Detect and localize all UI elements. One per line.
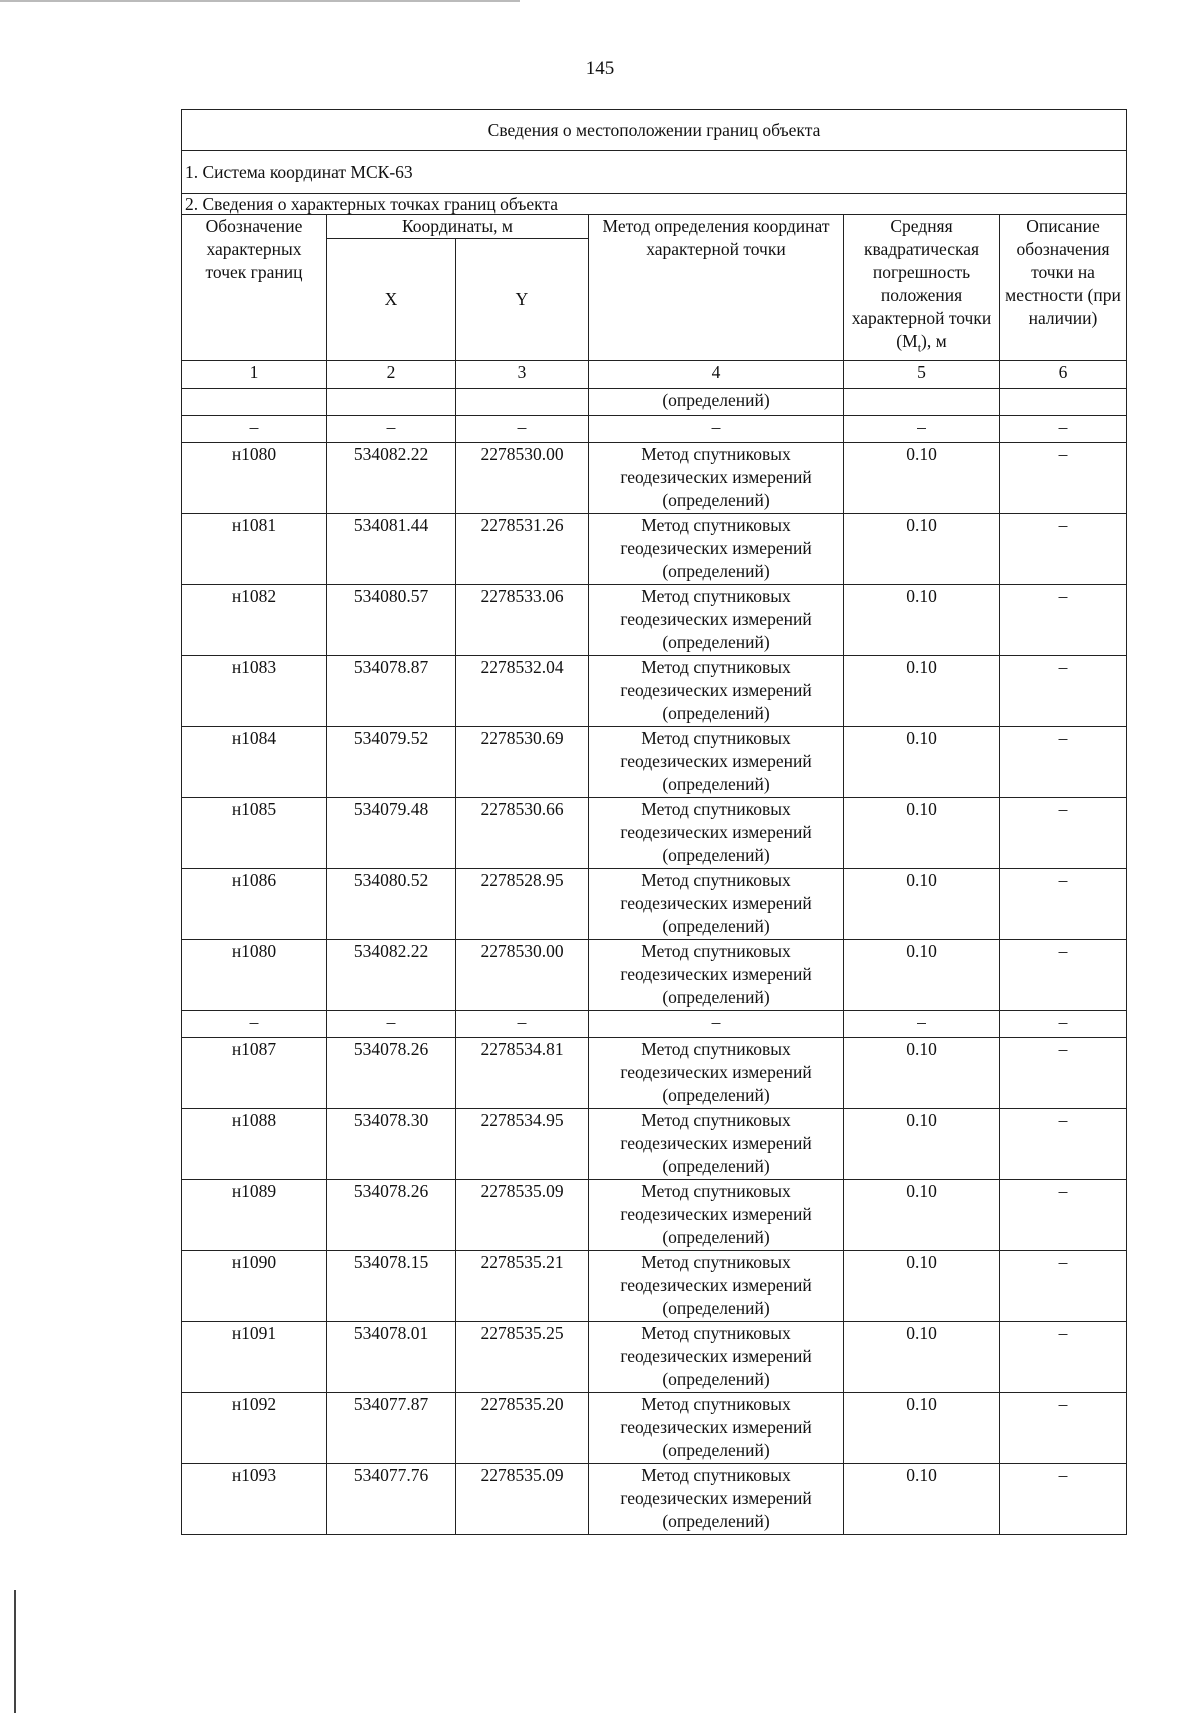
header-row-1 [182, 215, 1127, 239]
coord-y: 2278535.21 [456, 1250, 589, 1321]
error: 0.10 [844, 584, 1000, 655]
method: Метод спутниковых геодезических измерений (определений) [589, 1179, 844, 1250]
empty-cell [182, 388, 327, 415]
coord-x: 534078.30 [327, 1108, 456, 1179]
coord-y: 2278532.04 [456, 655, 589, 726]
header-error-text: Средняя квадратическая погрешность положения характерной точки (M [851, 216, 992, 351]
point-id: н1083 [182, 655, 327, 726]
description: – [1000, 797, 1127, 868]
page-number: 145 [585, 58, 615, 79]
description: – [1000, 1250, 1127, 1321]
description: – [1000, 1321, 1127, 1392]
point-id: н1090 [182, 1250, 327, 1321]
empty-cell [327, 388, 456, 415]
coord-x: 534082.22 [327, 442, 456, 513]
table-row [182, 939, 1127, 1010]
dash-cell: – [456, 415, 589, 442]
description: – [1000, 1392, 1127, 1463]
dash-cell: – [1000, 415, 1127, 442]
dash-cell: – [327, 1010, 456, 1037]
description: – [1000, 939, 1127, 1010]
coord-x: 534078.87 [327, 655, 456, 726]
header-method: Метод определения координат характерной точки [589, 215, 844, 361]
method: Метод спутниковых геодезических измерений (определений) [589, 442, 844, 513]
boundary-points-table [181, 109, 1127, 1535]
method: Метод спутниковых геодезических измерений (определений) [589, 1108, 844, 1179]
column-number: 2 [327, 360, 456, 388]
method: Метод спутниковых геодезических измерений (определений) [589, 1250, 844, 1321]
point-id: н1085 [182, 797, 327, 868]
method: Метод спутниковых геодезических измерений (определений) [589, 726, 844, 797]
coord-x: 534078.15 [327, 1250, 456, 1321]
description: – [1000, 1179, 1127, 1250]
point-id: н1091 [182, 1321, 327, 1392]
header-description: Описание обозначения точки на местности (при наличии) [1000, 215, 1127, 361]
error: 0.10 [844, 1179, 1000, 1250]
column-number: 4 [589, 360, 844, 388]
error: 0.10 [844, 655, 1000, 726]
dash-cell: – [182, 1010, 327, 1037]
error: 0.10 [844, 726, 1000, 797]
continuation-text: (определений) [589, 388, 844, 415]
dash-cell: – [1000, 1010, 1127, 1037]
separator-row [182, 1010, 1127, 1037]
point-id: н1087 [182, 1037, 327, 1108]
method: Метод спутниковых геодезических измерений (определений) [589, 655, 844, 726]
header-coordinates: Координаты, м [327, 215, 589, 239]
description: – [1000, 584, 1127, 655]
coord-x: 534077.76 [327, 1463, 456, 1534]
header-y: Y [456, 239, 589, 361]
section2-row [182, 194, 1127, 215]
coord-y: 2278535.09 [456, 1179, 589, 1250]
point-id: н1088 [182, 1108, 327, 1179]
coord-y: 2278535.20 [456, 1392, 589, 1463]
method: Метод спутниковых геодезических измерений (определений) [589, 868, 844, 939]
coord-y: 2278534.81 [456, 1037, 589, 1108]
header-error-sub: t [917, 340, 922, 355]
coord-y: 2278535.09 [456, 1463, 589, 1534]
error: 0.10 [844, 1392, 1000, 1463]
scan-artifact-left [14, 1590, 16, 1713]
point-id: н1093 [182, 1463, 327, 1534]
coord-y: 2278530.69 [456, 726, 589, 797]
column-number: 3 [456, 360, 589, 388]
column-number: 1 [182, 360, 327, 388]
description: – [1000, 1037, 1127, 1108]
point-id: н1089 [182, 1179, 327, 1250]
point-id: н1084 [182, 726, 327, 797]
error: 0.10 [844, 1037, 1000, 1108]
description: – [1000, 726, 1127, 797]
table-row [182, 1179, 1127, 1250]
dash-cell: – [589, 1010, 844, 1037]
error: 0.10 [844, 797, 1000, 868]
table-row [182, 726, 1127, 797]
header-designation: Обозначение характерных точек границ [182, 215, 327, 361]
title-row [182, 110, 1127, 151]
header-error [844, 215, 1000, 361]
coord-y: 2278534.95 [456, 1108, 589, 1179]
table-row [182, 513, 1127, 584]
dash-cell: – [456, 1010, 589, 1037]
method: Метод спутниковых геодезических измерений (определений) [589, 1037, 844, 1108]
method: Метод спутниковых геодезических измерений (определений) [589, 1463, 844, 1534]
header-x: X [327, 239, 456, 361]
table-row [182, 442, 1127, 513]
table-row [182, 584, 1127, 655]
method: Метод спутниковых геодезических измерений (определений) [589, 797, 844, 868]
error: 0.10 [844, 1250, 1000, 1321]
coord-x: 534080.52 [327, 868, 456, 939]
continuation-row [182, 388, 1127, 415]
error: 0.10 [844, 1108, 1000, 1179]
method: Метод спутниковых геодезических измерений (определений) [589, 939, 844, 1010]
header-error-unit: ), м [921, 331, 947, 351]
section1-row [182, 151, 1127, 194]
dash-cell: – [327, 415, 456, 442]
coord-y: 2278530.66 [456, 797, 589, 868]
coord-x: 534079.52 [327, 726, 456, 797]
method: Метод спутниковых геодезических измерений (определений) [589, 513, 844, 584]
method: Метод спутниковых геодезических измерений (определений) [589, 1321, 844, 1392]
coord-y: 2278535.25 [456, 1321, 589, 1392]
table-row [182, 868, 1127, 939]
table-row [182, 655, 1127, 726]
empty-cell [1000, 388, 1127, 415]
scan-artifact-top [0, 0, 520, 2]
column-numbers-row [182, 360, 1127, 388]
description: – [1000, 868, 1127, 939]
empty-cell [456, 388, 589, 415]
table-row [182, 1392, 1127, 1463]
coord-x: 534078.01 [327, 1321, 456, 1392]
coord-y: 2278530.00 [456, 939, 589, 1010]
description: – [1000, 513, 1127, 584]
error: 0.10 [844, 1463, 1000, 1534]
description: – [1000, 442, 1127, 513]
table-row [182, 1250, 1127, 1321]
point-id: н1092 [182, 1392, 327, 1463]
empty-cell [844, 388, 1000, 415]
table-body [182, 110, 1127, 1535]
method: Метод спутниковых геодезических измерений (определений) [589, 584, 844, 655]
method: Метод спутниковых геодезических измерений (определений) [589, 1392, 844, 1463]
point-id: н1080 [182, 442, 327, 513]
table-row [182, 1108, 1127, 1179]
coord-y: 2278528.95 [456, 868, 589, 939]
dash-cell: – [844, 415, 1000, 442]
table-row [182, 1463, 1127, 1534]
table-row [182, 1321, 1127, 1392]
coord-y: 2278531.26 [456, 513, 589, 584]
table-row [182, 797, 1127, 868]
dash-cell: – [182, 415, 327, 442]
coord-x: 534078.26 [327, 1179, 456, 1250]
coord-x: 534080.57 [327, 584, 456, 655]
coord-x: 534078.26 [327, 1037, 456, 1108]
error: 0.10 [844, 939, 1000, 1010]
description: – [1000, 1108, 1127, 1179]
point-id: н1086 [182, 868, 327, 939]
description: – [1000, 655, 1127, 726]
point-id: н1080 [182, 939, 327, 1010]
table-row [182, 1037, 1127, 1108]
coord-y: 2278533.06 [456, 584, 589, 655]
coordinate-system: 1. Система координат МСК-63 [182, 151, 1127, 194]
point-id: н1082 [182, 584, 327, 655]
error: 0.10 [844, 868, 1000, 939]
dash-cell: – [844, 1010, 1000, 1037]
column-number: 6 [1000, 360, 1127, 388]
dash-cell: – [589, 415, 844, 442]
error: 0.10 [844, 1321, 1000, 1392]
coord-x: 534082.22 [327, 939, 456, 1010]
coord-y: 2278530.00 [456, 442, 589, 513]
table-title: Сведения о местоположении границ объекта [182, 110, 1127, 151]
error: 0.10 [844, 513, 1000, 584]
coord-x: 534077.87 [327, 1392, 456, 1463]
section-points-title: 2. Сведения о характерных точках границ объекта [182, 194, 1127, 215]
column-number: 5 [844, 360, 1000, 388]
description: – [1000, 1463, 1127, 1534]
error: 0.10 [844, 442, 1000, 513]
coord-x: 534081.44 [327, 513, 456, 584]
point-id: н1081 [182, 513, 327, 584]
separator-row [182, 415, 1127, 442]
coord-x: 534079.48 [327, 797, 456, 868]
